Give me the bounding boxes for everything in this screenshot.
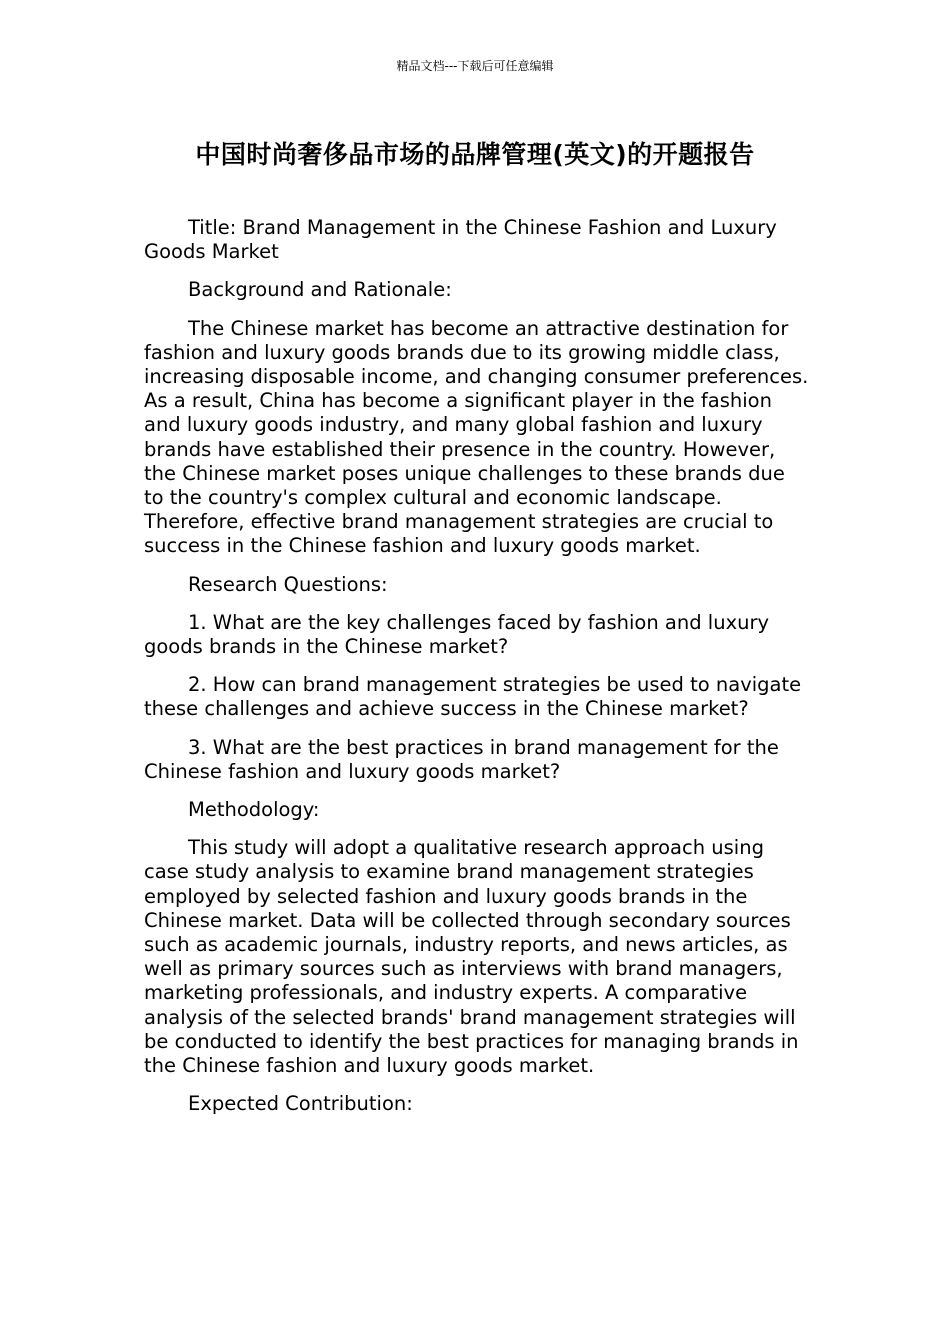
document-title: 中国时尚奢侈品市场的品牌管理(英文)的开题报告 xyxy=(195,140,755,169)
title-line: Title: Brand Management in the Chinese Fashion and Luxury Goods Market xyxy=(144,216,777,264)
section-heading-background: Background and Rationale: xyxy=(188,278,452,302)
background-paragraph: The Chinese market has become an attractive destination for fashion and luxury goods brands due to its growing middle class, increasing disposable income, and changing consumer preferences. As a result, China has become a significant player in the fashion and luxury goods industry, and many global fashion and luxury brands have established their presence in the country. However, the Chinese market poses unique challenges to these brands due to the country's complex cultural and economic landscape. Therefore, effective brand management strategies are crucial to success in the Chinese fashion and luxury goods market. xyxy=(144,316,809,558)
document-body xyxy=(144,216,809,1131)
research-question-2: 2. How can brand management strategies be used to navigate these challenges and achieve success in the Chinese market? xyxy=(144,673,802,721)
section-heading-expected-contribution: Expected Contribution: xyxy=(188,1092,413,1116)
section-heading-methodology: Methodology: xyxy=(188,798,320,822)
methodology-paragraph: This study will adopt a qualitative research approach using case study analysis to examine brand management strategies employed by selected fashion and luxury goods brands in the Chinese market. Data will be collected through secondary sources such as academic journals, industry reports, and news articles, as well as primary sources such as interviews with brand managers, marketing professionals, and industry experts. A comparative analysis of the selected brands' brand management strategies will be conducted to identify the best practices for managing brands in the Chinese fashion and luxury goods market. xyxy=(144,836,799,1078)
research-question-1: 1. What are the key challenges faced by fashion and luxury goods brands in the Chinese market? xyxy=(144,610,770,659)
page-header: 精品文档---下载后可任意编辑 xyxy=(396,59,554,73)
section-heading-research-questions: Research Questions: xyxy=(188,572,388,596)
research-question-3: 3. What are the best practices in brand management for the Chinese fashion and luxury goods market? xyxy=(144,735,779,783)
